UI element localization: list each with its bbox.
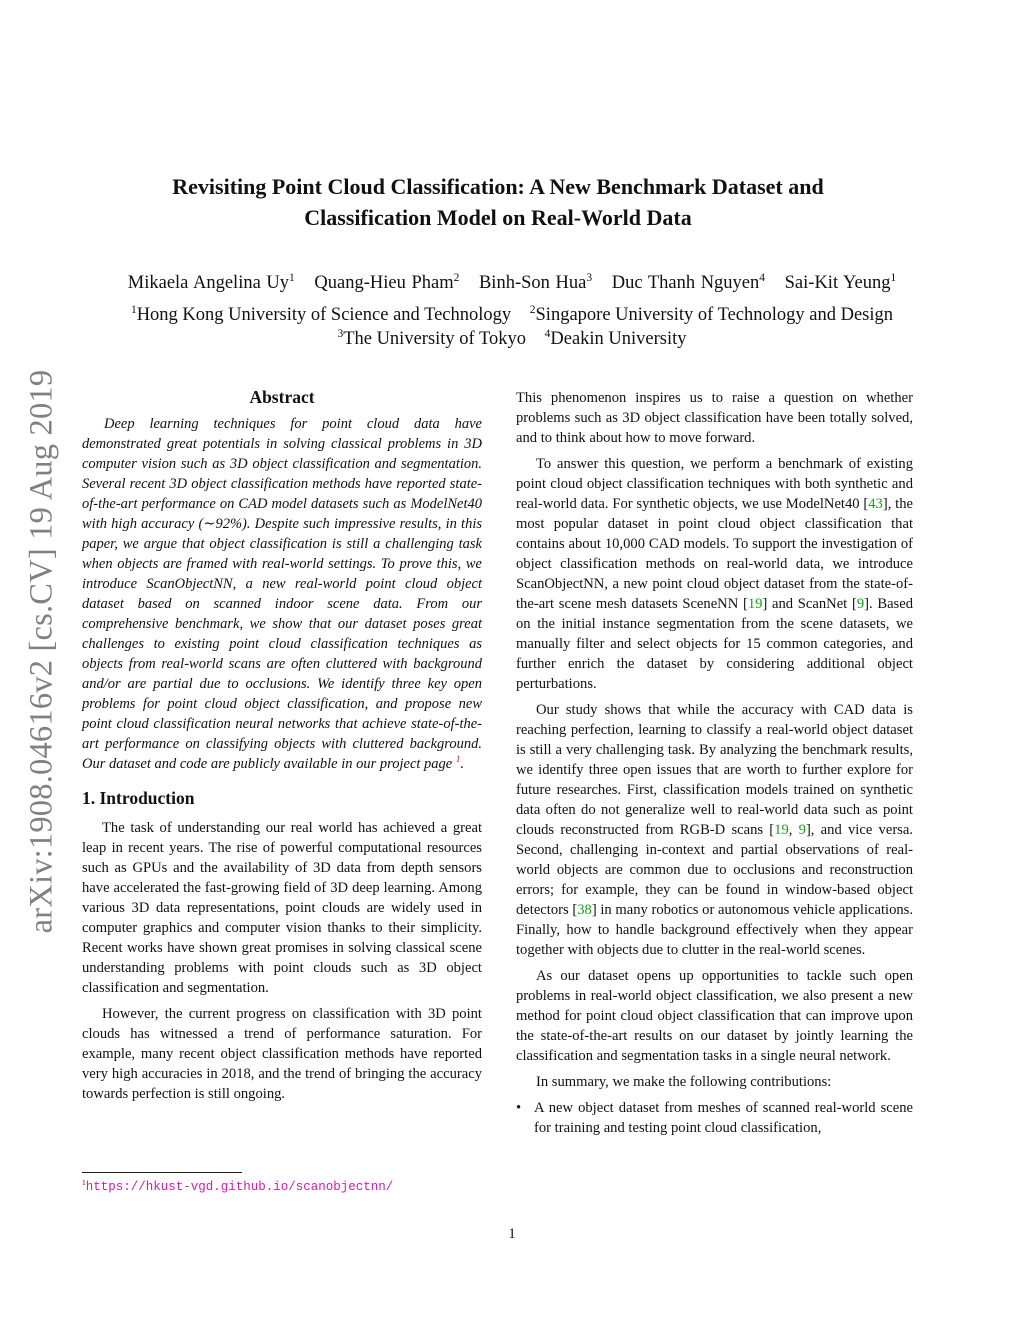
title-line-2: Classification Model on Real-World Data xyxy=(304,205,692,230)
contribution-bullet xyxy=(516,1098,913,1138)
intro-paragraph-1: The task of understanding our real world has achieved a great leap in recent years. The rise of powerful computational resources such as GPUs and the availability of 3D data from depth sensors have accelerated the fast-growing field of 3D deep learning. Among various 3D data representations, point clouds are widely used in computer graphics and computer vision thanks to their simplicity. Recent works have shown great promises in solving classical scene understanding problems with point clouds such as 3D object classification and segmentation. xyxy=(82,820,482,996)
arxiv-id: arXiv:1908.04616v2 [cs.CV] 19 Aug 2019 xyxy=(23,369,60,933)
author-list xyxy=(40,268,984,298)
intro-paragraph-6: As our dataset opens up opportunities to tackle such open problems in real-world object classification, we also present a new method for point cloud object classification that can improve upon the state-of-the-art results on our dataset by jointly learning the classification and segmentation tasks in a single neural network. xyxy=(516,968,913,1064)
left-column xyxy=(82,386,482,1110)
abstract-heading: Abstract xyxy=(249,387,315,407)
intro-paragraph-7: In summary, we make the following contributions: xyxy=(536,1074,832,1090)
citation-link[interactable]: 19 xyxy=(774,822,789,838)
author: Quang-Hieu Pham$^2$ xyxy=(314,271,460,293)
affiliations-line-2 xyxy=(40,327,984,351)
intro-paragraph-2: However, the current progress on classification with 3D point clouds has witnessed a trend of performance saturation. For example, many recent object classification methods have reported very high accuracies in 2018, and the trend of bringing the accuracy towards perfection is still ongoing. xyxy=(82,1006,482,1102)
author: Mikaela Angelina Uy$^1$ xyxy=(127,271,295,293)
arxiv-stamp xyxy=(2,350,82,952)
footnote-mark[interactable]: 1 xyxy=(455,754,461,765)
footnote-rule xyxy=(82,1172,242,1173)
affiliation: $^1$Hong Kong University of Science and Technology xyxy=(130,303,512,325)
citation-link[interactable]: 43 xyxy=(868,496,883,512)
title-line-1: Revisiting Point Cloud Classification: A New Benchmark Dataset and xyxy=(172,174,824,199)
affiliation: $^4$Deakin University xyxy=(544,327,687,349)
project-url-link[interactable]: https://hkust-vgd.github.io/scanobjectnn/ xyxy=(85,1180,394,1194)
page-number: 1 xyxy=(508,1226,516,1242)
intro-paragraph-3: This phenomenon inspires us to raise a question on whether problems such as 3D object classification have been totally solved, and to think about how to move forward. xyxy=(516,390,913,446)
intro-paragraph-5: Our study shows that while the accuracy with CAD data is reaching perfection, learning to classify a real-world object dataset is still a very challenging task. By analyzing the benchmark results, we identify three open issues that are worth to further explore for future researches. First, classification models trained on synthetic data often do not generalize well to real-world data such as point clouds reconstructed from RGB-D scans [19, 9], and vice versa. Second, challenging in-context and partial observations of real-world objects are common due to occlusions and reconstruction errors; for example, they can be found in window-based object detectors [38] in many robotics or autonomous vehicle applications. Finally, how to handle background effectively when they appear together with objects due to clutter in the real-world scenes. xyxy=(516,702,913,958)
author: Sai-Kit Yeung$^1$ xyxy=(784,271,897,293)
citation-link[interactable]: 38 xyxy=(577,902,592,918)
footnote: $^1$https://hkust-vgd.github.io/scanobjectnn/ xyxy=(82,1178,394,1194)
affiliation: $^3$The University of Tokyo xyxy=(337,327,527,349)
affiliations-line-1 xyxy=(40,303,984,327)
citation-link[interactable]: 19 xyxy=(747,596,763,612)
contribution-text: A new object dataset from meshes of scanned real-world scene for training and testing point cloud classification, xyxy=(534,1100,913,1136)
citation-link[interactable]: 9 xyxy=(856,596,865,612)
right-column xyxy=(516,388,913,1138)
paper-title xyxy=(70,171,926,233)
affiliation: $^2$Singapore University of Technology and Design xyxy=(529,303,894,325)
intro-paragraph-4: To answer this question, we perform a benchmark of existing point cloud object classification techniques with both synthetic and real-world data. For synthetic objects, we use ModelNet40 [43], the most popular dataset in point cloud object classification that contains about 10,000 CAD models. To support the investigation of object classification methods on real-world data, we introduce ScanObjectNN, a new point cloud object dataset from the state-of-the-art scene mesh datasets SceneNN [19] and ScanNet [9]. Based on the initial instance segmentation from the scene datasets, we manually filter and select objects for 15 common categories, and further enrich the dataset by considering additional object perturbations. xyxy=(516,456,913,692)
author: Binh-Son Hua$^3$ xyxy=(478,271,593,293)
author: Duc Thanh Nguyen$^4$ xyxy=(611,271,766,293)
abstract-body: Deep learning techniques for point cloud data have demonstrated great potentials in solving classical problems in 3D computer vision such as 3D object classification and segmentation. Several recent 3D object classification methods have reported state-of-the-art performance on CAD model datasets such as ModelNet40 with high accuracy (∼92%). Despite such impressive results, in this paper, we argue that object classification is still a challenging task when objects are framed with real-world settings. To prove this, we introduce ScanObjectNN, a new real-world point cloud object dataset based on scanned indoor scene data. From our comprehensive benchmark, we show that our dataset poses great challenges to existing point cloud classification techniques as objects from real-world scans are often cluttered with background and/or are partial due to occlusions. We identify three key open problems for point cloud object classification, and propose new point cloud classification neural networks that achieve state-of-the-art performance on classifying objects with cluttered background. Our dataset and code are publicly available in our project page $^1$. xyxy=(82,416,482,772)
section-heading-introduction: 1. Introduction xyxy=(82,788,195,808)
bullet-icon: • xyxy=(516,1100,522,1116)
citation-link[interactable]: 9 xyxy=(798,822,806,838)
